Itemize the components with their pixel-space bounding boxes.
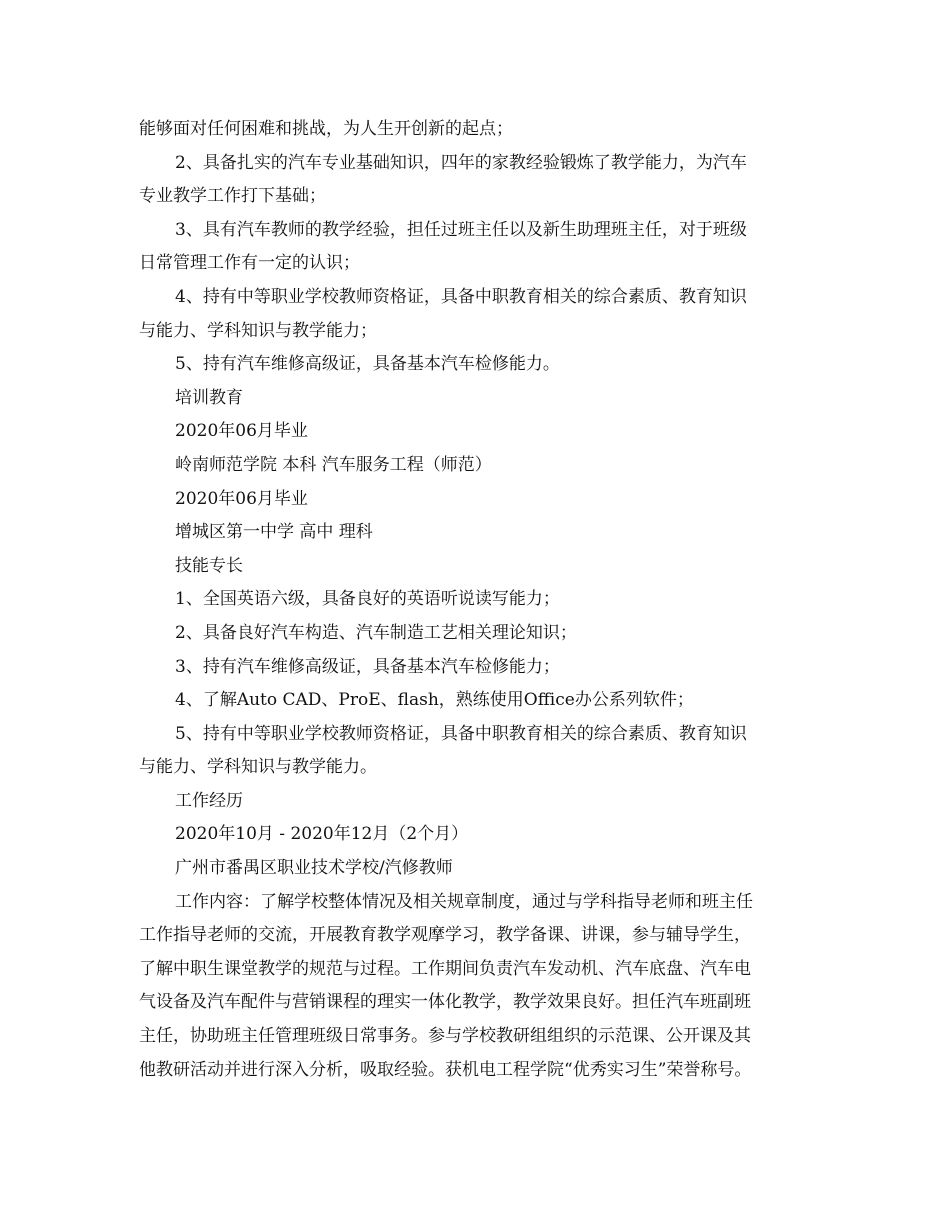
section-heading-training: 培训教育: [175, 387, 243, 408]
education-entry: 增城区第一中学 高中 理科: [175, 522, 373, 543]
graduation-date: 2020年06月毕业: [175, 421, 308, 442]
text-line: 4、持有中等职业学校教师资格证，具备中职教育相关的综合素质、教育知识: [175, 286, 747, 307]
text-line: 能够面对任何困难和挑战，为人生开创新的起点；: [139, 119, 513, 139]
skill-item: 1、全国英语六级，具备良好的英语听说读写能力；: [175, 589, 560, 610]
work-period: 2020年10月 - 2020年12月（2个月）: [175, 824, 469, 845]
work-description: 工作内容：了解学校整体情况及相关规章制度，通过与学科指导老师和班主任: [175, 891, 753, 912]
skill-item: 2、具备良好汽车构造、汽车制造工艺相关理论知识；: [175, 622, 577, 643]
text-line: 专业教学工作打下基础；: [139, 186, 326, 207]
work-description: 工作指导老师的交流，开展教育教学观摩学习，教学备课、讲课，参与辅导学生，: [139, 925, 751, 946]
section-heading-skills: 技能专长: [175, 555, 243, 576]
text-line: 日常管理工作有一定的认识；: [139, 253, 360, 274]
work-description: 了解中职生课堂教学的规范与过程。工作期间负责汽车发动机、汽车底盘、汽车电: [139, 958, 751, 979]
work-employer: 广州市番禺区职业技术学校/汽修教师: [175, 858, 453, 879]
section-heading-work: 工作经历: [175, 790, 243, 811]
document-body: [139, 113, 823, 1087]
graduation-date: 2020年06月毕业: [175, 488, 308, 509]
skill-item: 3、持有汽车维修高级证，具备基本汽车检修能力；: [175, 656, 560, 677]
text-line: 与能力、学科知识与教学能力。: [139, 757, 377, 778]
text-line: 5、持有汽车维修高级证，具备基本汽车检修能力。: [175, 354, 560, 375]
education-entry: 岭南师范学院 本科 汽车服务工程（师范）: [175, 454, 492, 475]
text-line: 与能力、学科知识与教学能力；: [139, 320, 377, 341]
skill-item: 4、了解Auto CAD、ProE、flash，熟练使用Office办公系列软件；: [175, 690, 694, 711]
work-description: 主任，协助班主任管理班级日常事务。参与学校教研组组织的示范课、公开课及其: [139, 1026, 751, 1047]
text-line: 3、具有汽车教师的教学经验，担任过班主任以及新生助理班主任，对于班级: [175, 219, 747, 240]
work-description: 气设备及汽车配件与营销课程的理实一体化教学，教学效果良好。担任汽车班副班: [139, 992, 751, 1013]
skill-item: 5、持有中等职业学校教师资格证，具备中职教育相关的综合素质、教育知识: [175, 723, 747, 744]
text-line: 2、具备扎实的汽车专业基础知识，四年的家教经验锻炼了教学能力，为汽车: [175, 152, 747, 173]
work-description: 他教研活动并进行深入分析，吸取经验。获机电工程学院“优秀实习生”荣誉称号。: [139, 1059, 752, 1080]
